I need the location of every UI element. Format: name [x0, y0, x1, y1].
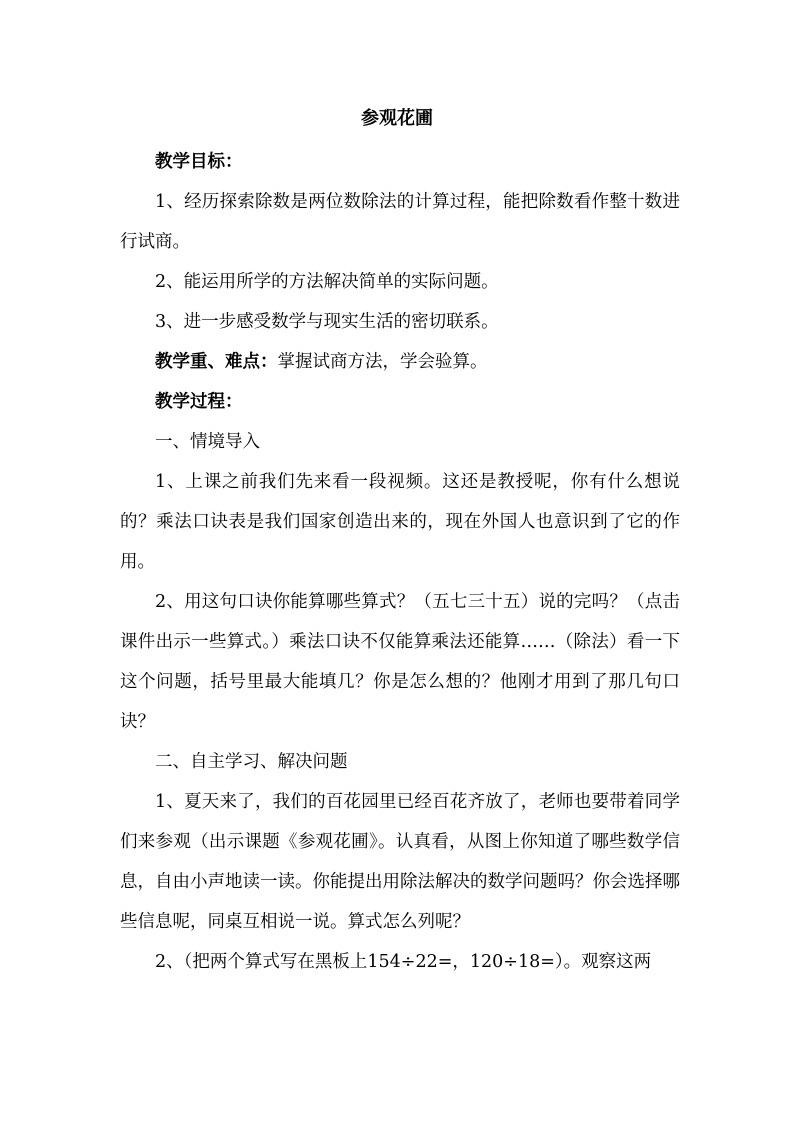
key-points-label: 教学重、难点：: [155, 352, 278, 372]
section-1-heading: 一、情境导入: [155, 432, 260, 452]
key-points-paragraph: [120, 342, 680, 382]
section-1-paragraph-1: 1、上课之前我们先来看一段视频。这还是教授呢，你有什么想说的？乘法口诀表是我们国家创造出来的，现在外国人也意识到了它的作用。: [120, 472, 680, 572]
key-points-text: 掌握试商方法，学会验算。: [277, 352, 488, 372]
section-1-paragraph-2: 2、用这句口诀你能算哪些算式？（五七三十五）说的完吗？（点击课件出示一些算式。）乘法口诀不仅能算乘法还能算……（除法）看一下这个问题，括号里最大能填几？你是怎么想的？他刚才用到了那几句口诀？: [120, 592, 680, 732]
document-body: [120, 142, 680, 982]
section-2-paragraph-2: 2、（把两个算式写在黑板上154÷22=，120÷18=）。观察这两: [155, 952, 652, 972]
objective-1: 1、经历探索除数是两位数除法的计算过程，能把除数看作整十数进行试商。: [120, 192, 680, 252]
objective-3: 3、进一步感受数学与现实生活的密切联系。: [155, 312, 499, 332]
objectives-heading: 教学目标：: [155, 152, 243, 172]
document-title: 参观花圃: [361, 108, 433, 129]
process-heading: 教学过程：: [155, 392, 243, 412]
section-2-paragraph-1: 1、夏天来了，我们的百花园里已经百花齐放了，老师也要带着同学们来参观（出示课题《参观花圃》。认真看，从图上你知道了哪些数学信息，自由小声地读一读。你能提出用除法解决的数学问题吗？你会选择哪些信息呢，同桌互相说一说。算式怎么列呢？: [120, 792, 680, 932]
section-2-heading: 二、自主学习、解决问题: [155, 752, 348, 772]
objective-2: 2、能运用所学的方法解决简单的实际问题。: [155, 272, 499, 292]
